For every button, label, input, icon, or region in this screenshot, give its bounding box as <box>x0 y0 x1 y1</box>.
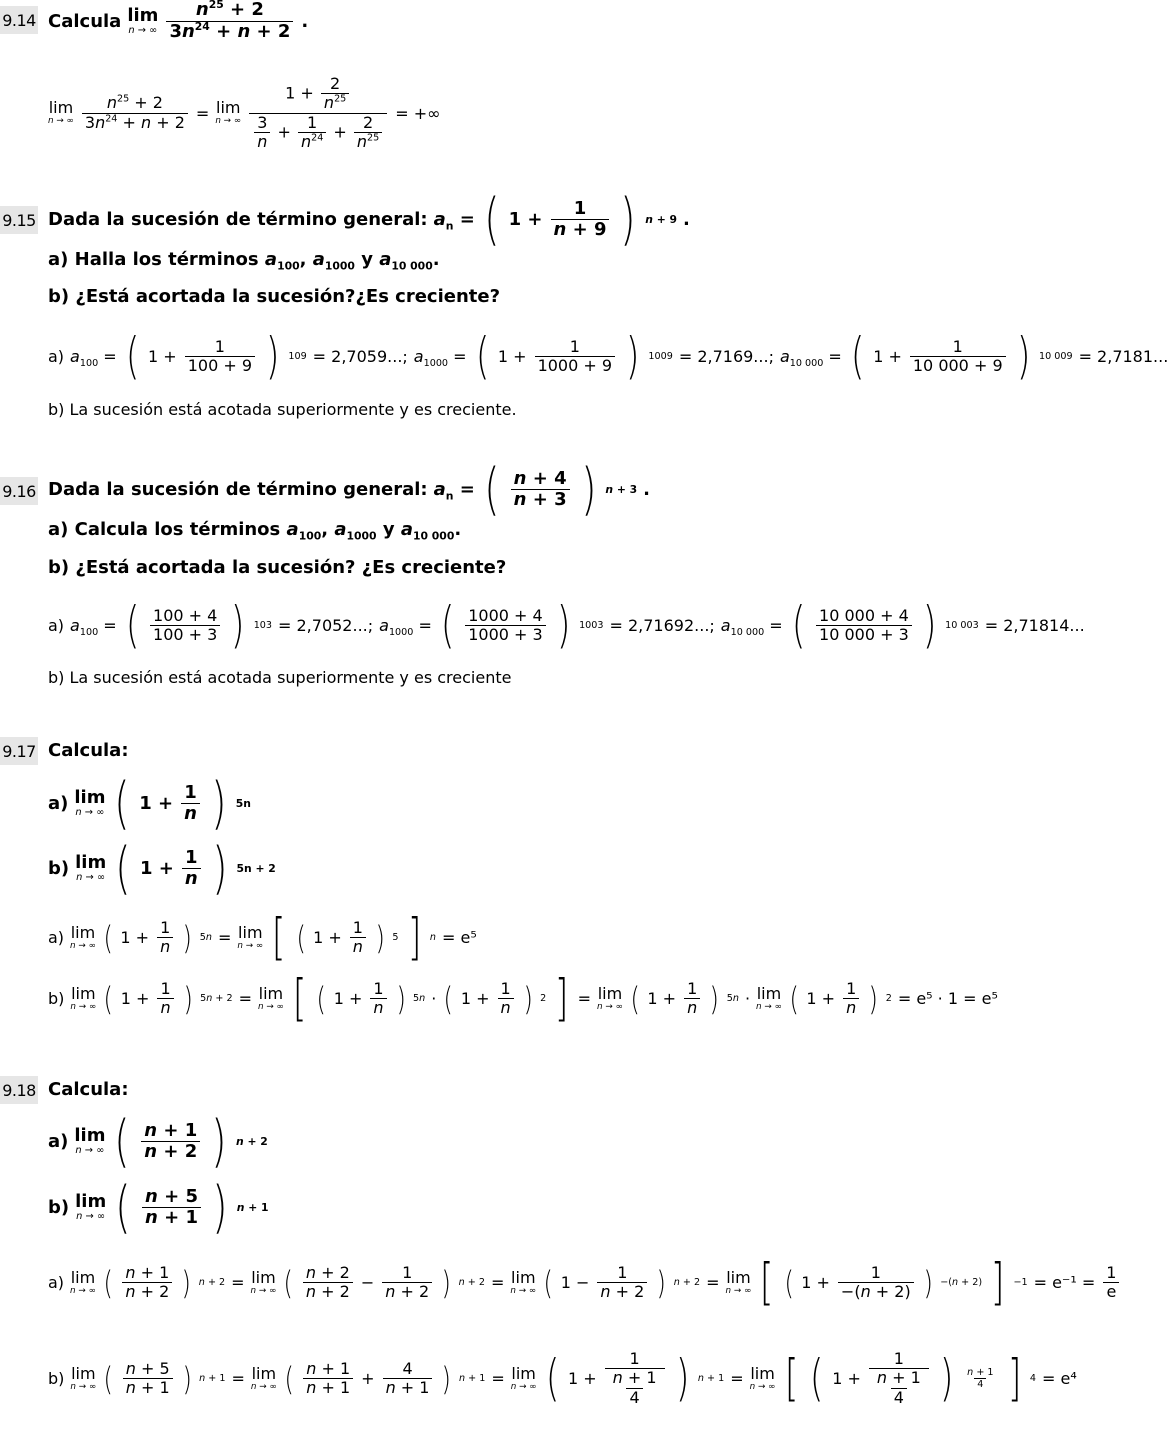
exercise-number: 9.18 <box>0 1076 38 1104</box>
exercise-number: 9.16 <box>0 477 38 505</box>
prompt-part-b: b) lim n → ∞ ( $\frac{n + 5}{n + 1}$ ) n + 1 <box>48 1175 269 1240</box>
solution-line: a) $a_{100}$ = ( $\frac{100 + 4}{100 + 3}$ ) 103 = 2,7052...; $a_{1000}$ = ( $\frac{1000 + 4}{1000 + 3}$ ) 1003 = 2,71692...; $a_{10 000}$ = ( $\frac{10 000 + 4}{10 000 + 3}$ ) 10 003 = 2,71814... <box>48 596 1085 654</box>
exercise-prompt: Calcula: <box>48 1079 129 1100</box>
exercise-number: 9.14 <box>0 6 38 34</box>
exercise-number: 9.15 <box>0 206 38 234</box>
solution-line: b) lim n → ∞ ( $\frac{n + 5}{n + 1}$ ) n + 1 = lim n → ∞ ( $\frac{n + 1}{n + 1}$ + $\frac{4}{n + 1}$ ) n + 1 = lim n → ∞ ( 1 + $\frac{1}{\frac{n + 1}{4}}$ ) n + 1 = lim n → ∞ [ ( 1 + $\frac{1}{\frac{n + 1}{4}}$ ) $\frac{n + 1}{4}$ ] 4 = e⁴ <box>48 1348 1077 1407</box>
prompt-part-b: b) lim n → ∞ ( 1 + $\frac{1}{n}$ ) 5n + 2 <box>48 836 276 901</box>
solution-text: b) La sucesión está acotada superiormente y es creciente <box>48 668 512 687</box>
solution-line: lim n → ∞ $\frac{n^{25} + 2}{3n^{24} + n + 2}$ = lim n → ∞ 1 + $\frac{2}{n^{25}}$ $\frac{3}{n}$ + $\frac{1}{n^{24}}$ + $\frac{2}{n^{25}}$ = +∞ <box>48 74 441 152</box>
exercise-prompt: Calcula lim n → ∞ $\frac{n^{25} + 2}{3n^{24} + n + 2}$ . <box>48 0 309 42</box>
solution-line: b) lim n → ∞ ( 1 + $\frac{1}{n}$ ) 5n + 2 = lim n → ∞ [ ( 1 + $\frac{1}{n}$ ) 5n · ( 1 + $\frac{1}{n}$ ) 2 ] = lim n → ∞ ( 1 + $\frac{1}{n}$ ) 5n · lim n → ∞ ( 1 + $\frac{1}{n}$ ) 2 = e⁵ · 1 = e⁵ <box>48 969 998 1027</box>
prompt-part-b: b) ¿Está acortada la sucesión?¿Es creciente? <box>48 286 501 307</box>
prompt-part-a: a) lim n → ∞ ( 1 + $\frac{1}{n}$ ) 5n <box>48 771 251 836</box>
exercise-prompt: Calcula: <box>48 740 129 761</box>
limit-fraction: $\frac{n^{25} + 2}{3n^{24} + n + 2}$ <box>166 0 293 42</box>
solution-text: b) La sucesión está acotada superiormente y es creciente. <box>48 400 517 419</box>
solution-line: a) lim n → ∞ ( $\frac{n + 1}{n + 2}$ ) n + 2 = lim n → ∞ ( $\frac{n + 2}{n + 2}$ − $\frac{1}{n + 2}$ ) n + 2 = lim n → ∞ ( 1 − $\frac{1}{n + 2}$ ) n + 2 = lim n → ∞ [ ( 1 + $\frac{1}{-(n + 2)}$ ) −(n + 2) ] −1 = e⁻¹ = $\frac{1}{e}$ <box>48 1258 1121 1308</box>
exercise-number: 9.17 <box>0 737 38 765</box>
prompt-part-a: a) Calcula los términos $a_{100}$, $a_{1000}$ y $a_{10 000}$. <box>48 519 462 543</box>
limit-operator: lim n → ∞ <box>127 4 159 36</box>
solution-line: a) lim n → ∞ ( 1 + $\frac{1}{n}$ ) 5n = lim n → ∞ [ ( 1 + $\frac{1}{n}$ ) 5 ] n = e⁵ <box>48 908 477 966</box>
prompt-text: Calcula <box>48 10 122 32</box>
solution-line: a) $a_{100}$ = ( 1 + $\frac{1}{100 + 9}$ ) 109 = 2,7059...; $a_{1000}$ = ( 1 + $\frac{1}{1000 + 9}$ ) 1009 = 2,7169...; $a_{10 000}$ = ( 1 + $\frac{1}{10 000 + 9}$ ) 10 009 = 2,7181... <box>48 327 1168 385</box>
prompt-part-a: a) lim n → ∞ ( $\frac{n + 1}{n + 2}$ ) n + 2 <box>48 1109 268 1174</box>
prompt-part-b: b) ¿Está acortada la sucesión? ¿Es creciente? <box>48 557 507 578</box>
exercise-prompt: Dada la sucesión de término general: $a_n$ = ( 1 + $\frac{1}{n + 9}$ ) n + 9 . <box>48 187 690 252</box>
exercise-prompt: Dada la sucesión de término general: $a_n$ = ( $\frac{n + 4}{n + 3}$ ) n + 3 . <box>48 457 650 522</box>
prompt-part-a: a) Halla los términos $a_{100}$, $a_{1000}$ y $a_{10 000}$. <box>48 249 440 273</box>
